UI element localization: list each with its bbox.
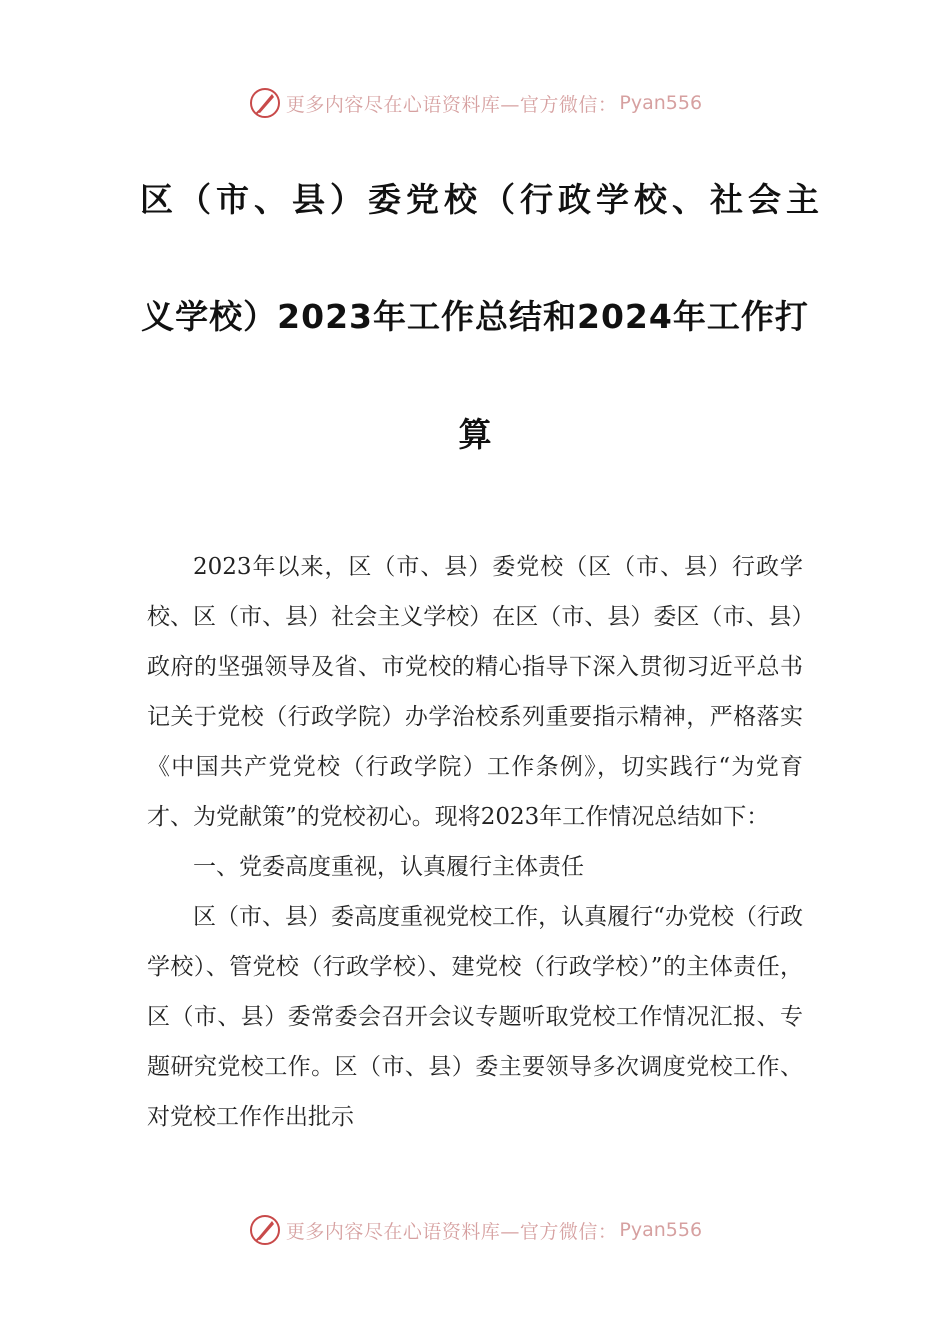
footer-watermark [0,1210,950,1250]
document-title-line-3: 算 [458,415,492,454]
watermark-handle: Pyan556 [619,92,703,114]
document-title-line-1: 区（市、县）委党校（行政学校、社会主 [140,180,824,219]
document-title-line-2: 义学校）2023年工作总结和2024年工作打 [141,297,809,336]
watermark-handle: Pyan556 [619,1219,703,1241]
section-heading-1: 一、党委高度重视，认真履行主体责任 [193,854,584,880]
document-body [147,542,803,1142]
header-watermark [0,83,950,123]
pen-feather-logo-icon [248,1213,282,1247]
intro-paragraph: 2023年以来，区（市、县）委党校（区（市、县）行政学校、区（市、县）社会主义学校）在区（市、县）委区（市、县）政府的坚强领导及省、市党校的精心指导下深入贯彻习近平总书记关于党校（行政学院）办学治校系列重要指示精神，严格落实《中国共产党党校（行政学院）工作条例》，切实践行“为党育才、为党献策”的党校初心。现将2023年工作情况总结如下： [147,554,803,830]
watermark-text: 更多内容尽在心语资料库—官方微信： [285,93,618,116]
pen-feather-logo-icon [248,86,282,120]
watermark-text: 更多内容尽在心语资料库—官方微信： [285,1220,618,1243]
section-paragraph-1: 区（市、县）委高度重视党校工作，认真履行“办党校（行政学校）、管党校（行政学校）、建党校（行政学校）”的主体责任，区（市、县）委常委会召开会议专题听取党校工作情况汇报、专题研究党校工作。区（市、县）委主要领导多次调度党校工作、对党校工作作出批示 [147,904,803,1130]
